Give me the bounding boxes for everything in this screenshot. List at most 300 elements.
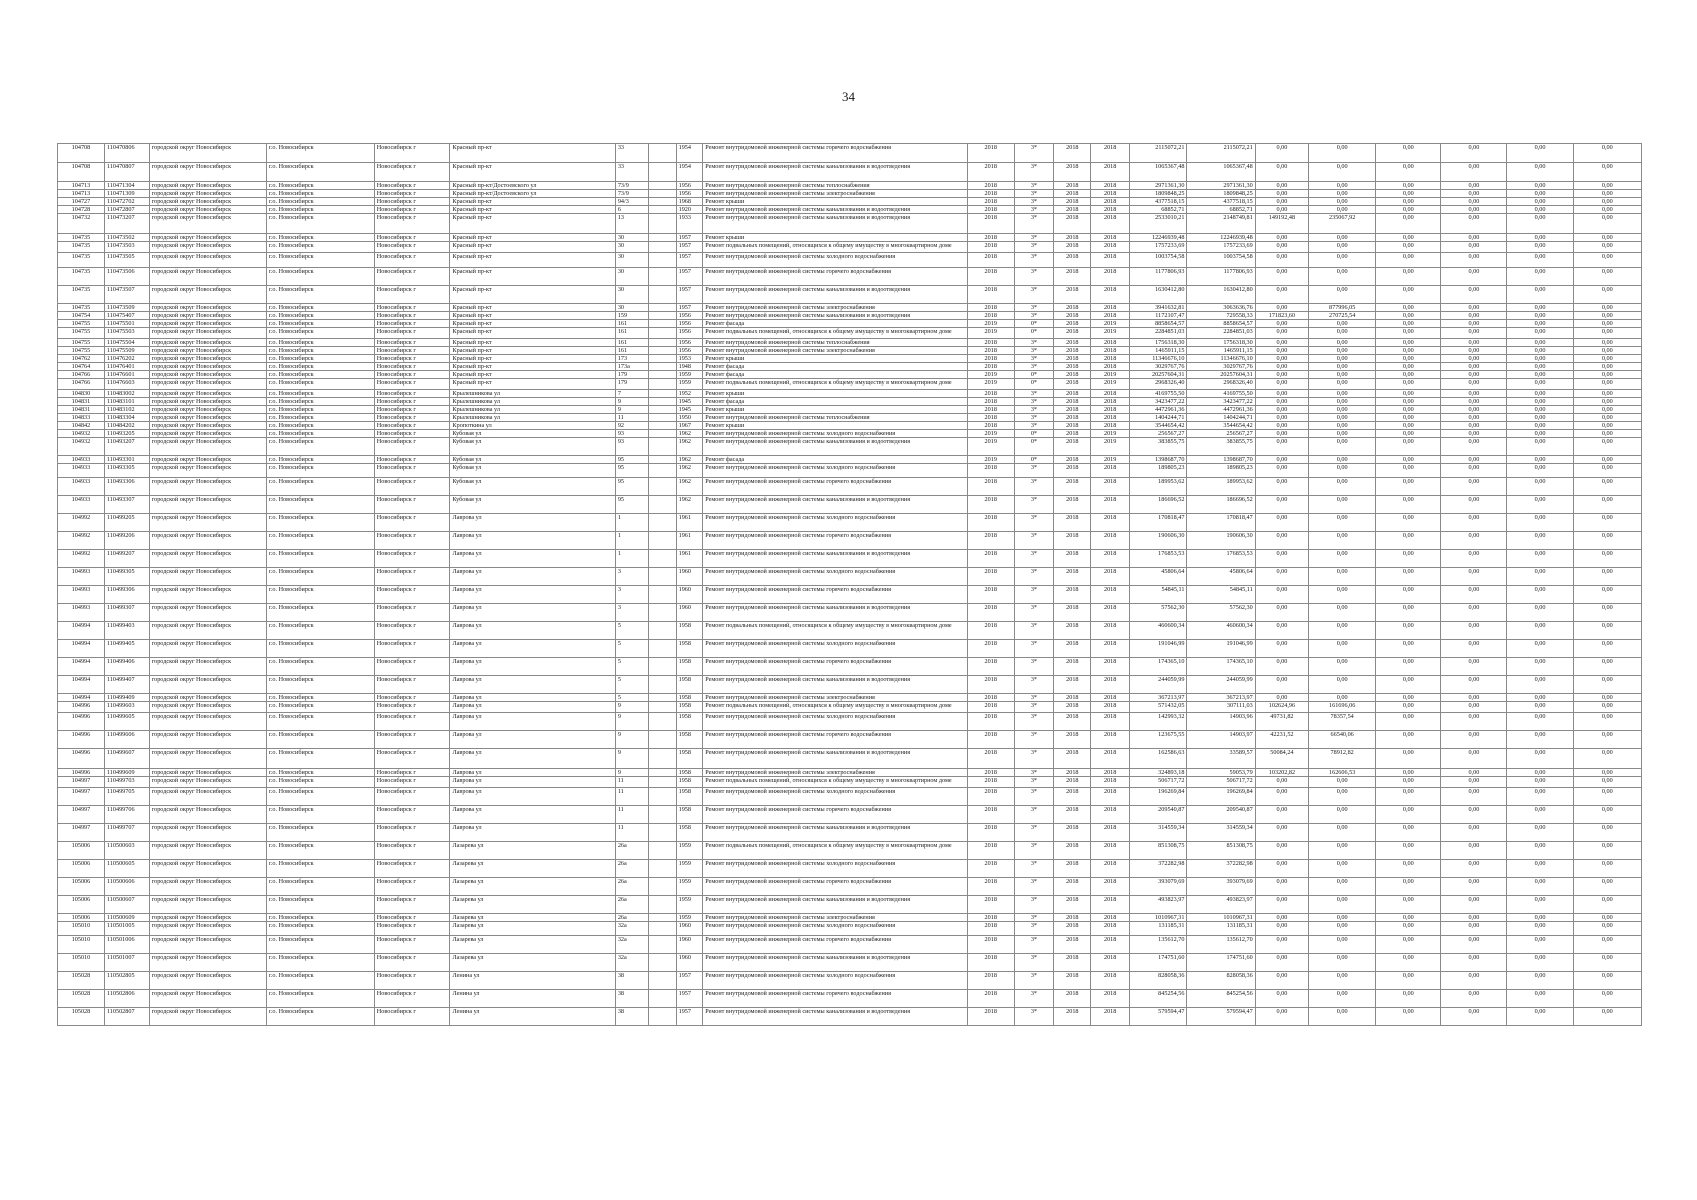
cell-street: Лаврова ул (450, 713, 615, 731)
cell-owner-cost-1: 103202,82 (1255, 769, 1308, 777)
cell-city-district: г.о. Новосибирск (267, 339, 375, 347)
cell-building (648, 702, 676, 713)
cell-work-type: Ремонт фасада (703, 371, 968, 379)
cell-other-4: 0,00 (1573, 749, 1641, 769)
cell-other-2: 0,00 (1441, 430, 1507, 438)
cell-fund-cost: 2971361,30 (1187, 182, 1255, 190)
cell-building (648, 206, 676, 214)
cell-criteria: 3* (1014, 749, 1053, 769)
cell-code: 110499409 (104, 694, 149, 702)
cell-owner-cost-2: 0,00 (1309, 622, 1376, 640)
cell-municipality: городской округ Новосибирск (149, 182, 266, 190)
cell-owner-cost-1: 0,00 (1255, 328, 1308, 339)
cell-other-1: 0,00 (1376, 371, 1441, 379)
cell-other-4: 0,00 (1573, 604, 1641, 622)
cell-municipality: городской округ Новосибирск (149, 456, 266, 464)
cell-work-type: Ремонт внутридомовой инженерной системы холодного водоснабжения (703, 922, 968, 936)
cell-id: 105006 (58, 896, 105, 914)
cell-end-year: 2018 (1091, 568, 1129, 586)
cell-id: 104735 (58, 242, 105, 253)
cell-start-year: 2018 (1054, 390, 1091, 398)
cell-fund-cost: 1398687,70 (1187, 456, 1255, 464)
cell-fund-cost: 845254,56 (1187, 990, 1255, 1008)
cell-work-type: Ремонт внутридомовой инженерной системы горячего водоснабжения (703, 878, 968, 896)
cell-other-2: 0,00 (1441, 398, 1507, 406)
cell-work-type: Ремонт внутридомовой инженерной системы канализования и водоотведения (703, 824, 968, 842)
cell-settlement: Новосибирск г (374, 328, 450, 339)
cell-city-district: г.о. Новосибирск (267, 550, 375, 568)
cell-plan-year: 2019 (967, 430, 1014, 438)
cell-house: 26а (615, 878, 648, 896)
cell-other-2: 0,00 (1441, 339, 1507, 347)
table-row (58, 242, 1642, 253)
cell-criteria: 3* (1014, 622, 1053, 640)
cell-other-4: 0,00 (1573, 371, 1641, 379)
cell-settlement: Новосибирск г (374, 312, 450, 320)
cell-municipality: городской округ Новосибирск (149, 694, 266, 702)
cell-municipality: городской округ Новосибирск (149, 777, 266, 788)
cell-municipality: городской округ Новосибирск (149, 328, 266, 339)
cell-settlement: Новосибирск г (374, 990, 450, 1008)
cell-fund-cost: 45806,64 (1187, 568, 1255, 586)
cell-other-3: 0,00 (1507, 713, 1573, 731)
cell-work-type: Ремонт внутридомовой инженерной системы электроснабжения (703, 694, 968, 702)
cell-other-2: 0,00 (1441, 604, 1507, 622)
cell-other-1: 0,00 (1376, 694, 1441, 702)
cell-work-type: Ремонт подвальных помещений, относящихся к общему имуществу в многоквартирном доме (703, 842, 968, 860)
cell-plan-year: 2018 (967, 198, 1014, 206)
cell-settlement: Новосибирск г (374, 842, 450, 860)
cell-building (648, 914, 676, 922)
cell-city-district: г.о. Новосибирск (267, 878, 375, 896)
cell-house: 11 (615, 777, 648, 788)
cell-fund-cost: 307111,03 (1187, 702, 1255, 713)
cell-street: Лаврова ул (450, 731, 615, 749)
cell-owner-cost-2: 161696,06 (1309, 702, 1376, 713)
cell-end-year: 2018 (1091, 464, 1129, 478)
cell-other-2: 0,00 (1441, 713, 1507, 731)
cell-start-year: 2018 (1054, 777, 1091, 788)
cell-owner-cost-2: 0,00 (1309, 363, 1376, 371)
cell-owner-cost-2: 0,00 (1309, 478, 1376, 496)
cell-municipality: городской округ Новосибирск (149, 347, 266, 355)
cell-owner-cost-2: 0,00 (1309, 430, 1376, 438)
cell-owner-cost-2: 0,00 (1309, 842, 1376, 860)
cell-total-cost: 506717,72 (1129, 777, 1187, 788)
cell-criteria: 3* (1014, 769, 1053, 777)
cell-owner-cost-2: 0,00 (1309, 355, 1376, 363)
cell-code: 110499607 (104, 749, 149, 769)
cell-total-cost: 4169755,50 (1129, 390, 1187, 398)
cell-start-year: 2018 (1054, 234, 1091, 242)
cell-owner-cost-2: 0,00 (1309, 936, 1376, 954)
cell-work-type: Ремонт внутридомовой инженерной системы канализования и водоотведения (703, 676, 968, 694)
cell-id: 104933 (58, 464, 105, 478)
cell-settlement: Новосибирск г (374, 788, 450, 806)
cell-code: 110476202 (104, 355, 149, 363)
cell-building (648, 496, 676, 514)
cell-plan-year: 2018 (967, 268, 1014, 286)
cell-id: 104993 (58, 604, 105, 622)
table-row (58, 371, 1642, 379)
cell-other-2: 0,00 (1441, 182, 1507, 190)
cell-work-type: Ремонт внутридомовой инженерной системы электроснабжения (703, 769, 968, 777)
cell-end-year: 2018 (1091, 749, 1129, 769)
cell-building (648, 286, 676, 304)
cell-owner-cost-1: 0,00 (1255, 788, 1308, 806)
cell-building (648, 622, 676, 640)
cell-year-built: 1959 (676, 896, 703, 914)
cell-settlement: Новосибирск г (374, 658, 450, 676)
cell-fund-cost: 209540,87 (1187, 806, 1255, 824)
cell-criteria: 3* (1014, 731, 1053, 749)
cell-start-year: 2018 (1054, 398, 1091, 406)
cell-settlement: Новосибирск г (374, 568, 450, 586)
cell-settlement: Новосибирск г (374, 304, 450, 312)
cell-owner-cost-1: 0,00 (1255, 972, 1308, 990)
table-row (58, 824, 1642, 842)
cell-work-type: Ремонт внутридомовой инженерной системы холодного водоснабжения (703, 514, 968, 532)
cell-other-3: 0,00 (1507, 430, 1573, 438)
cell-owner-cost-1: 0,00 (1255, 304, 1308, 312)
cell-code: 110499606 (104, 731, 149, 749)
cell-other-4: 0,00 (1573, 438, 1641, 456)
cell-municipality: городской округ Новосибирск (149, 390, 266, 398)
cell-code: 110471304 (104, 182, 149, 190)
cell-total-cost: 189805,23 (1129, 464, 1187, 478)
cell-end-year: 2018 (1091, 954, 1129, 972)
cell-plan-year: 2018 (967, 568, 1014, 586)
cell-code: 110502805 (104, 972, 149, 990)
cell-other-2: 0,00 (1441, 214, 1507, 234)
cell-total-cost: 1465911,15 (1129, 347, 1187, 355)
cell-start-year: 2018 (1054, 496, 1091, 514)
cell-other-3: 0,00 (1507, 788, 1573, 806)
cell-fund-cost: 170818,47 (1187, 514, 1255, 532)
cell-start-year: 2018 (1054, 550, 1091, 568)
cell-plan-year: 2018 (967, 339, 1014, 347)
cell-city-district: г.о. Новосибирск (267, 406, 375, 414)
cell-owner-cost-2: 0,00 (1309, 371, 1376, 379)
cell-owner-cost-2: 0,00 (1309, 190, 1376, 198)
cell-id: 104735 (58, 253, 105, 268)
cell-work-type: Ремонт внутридомовой инженерной системы канализования и водоотведения (703, 496, 968, 514)
cell-other-1: 0,00 (1376, 268, 1441, 286)
cell-fund-cost: 1630412,80 (1187, 286, 1255, 304)
cell-other-1: 0,00 (1376, 532, 1441, 550)
table-row (58, 390, 1642, 398)
cell-other-1: 0,00 (1376, 312, 1441, 320)
cell-start-year: 2018 (1054, 253, 1091, 268)
cell-municipality: городской округ Новосибирск (149, 464, 266, 478)
cell-other-4: 0,00 (1573, 198, 1641, 206)
cell-other-3: 0,00 (1507, 694, 1573, 702)
cell-other-3: 0,00 (1507, 550, 1573, 568)
cell-year-built: 1956 (676, 328, 703, 339)
cell-fund-cost: 4472961,36 (1187, 406, 1255, 414)
cell-end-year: 2018 (1091, 914, 1129, 922)
cell-other-2: 0,00 (1441, 406, 1507, 414)
cell-municipality: городской округ Новосибирск (149, 749, 266, 769)
cell-criteria: 3* (1014, 496, 1053, 514)
cell-other-1: 0,00 (1376, 604, 1441, 622)
cell-other-2: 0,00 (1441, 954, 1507, 972)
cell-street: Кубовая ул (450, 430, 615, 438)
cell-other-3: 0,00 (1507, 339, 1573, 347)
cell-plan-year: 2018 (967, 206, 1014, 214)
cell-other-3: 0,00 (1507, 422, 1573, 430)
cell-year-built: 1959 (676, 878, 703, 896)
cell-other-2: 0,00 (1441, 320, 1507, 328)
cell-fund-cost: 1465911,15 (1187, 347, 1255, 355)
cell-other-4: 0,00 (1573, 320, 1641, 328)
cell-fund-cost: 828058,36 (1187, 972, 1255, 990)
table-row (58, 550, 1642, 568)
cell-total-cost: 174751,60 (1129, 954, 1187, 972)
cell-other-4: 0,00 (1573, 550, 1641, 568)
cell-other-3: 0,00 (1507, 347, 1573, 355)
cell-other-2: 0,00 (1441, 702, 1507, 713)
cell-street: Лаврова ул (450, 702, 615, 713)
cell-municipality: городской округ Новосибирск (149, 398, 266, 406)
cell-municipality: городской округ Новосибирск (149, 312, 266, 320)
table-row (58, 163, 1642, 182)
cell-owner-cost-2: 0,00 (1309, 640, 1376, 658)
cell-work-type: Ремонт внутридомовой инженерной системы канализования и водоотведения (703, 312, 968, 320)
cell-work-type: Ремонт внутридомовой инженерной системы горячего водоснабжения (703, 936, 968, 954)
cell-id: 104996 (58, 702, 105, 713)
cell-code: 110501005 (104, 922, 149, 936)
cell-other-4: 0,00 (1573, 456, 1641, 464)
table-row (58, 514, 1642, 532)
cell-city-district: г.о. Новосибирск (267, 144, 375, 163)
cell-total-cost: 196269,84 (1129, 788, 1187, 806)
cell-total-cost: 851308,75 (1129, 842, 1187, 860)
cell-plan-year: 2018 (967, 622, 1014, 640)
cell-municipality: городской округ Новосибирск (149, 731, 266, 749)
cell-end-year: 2018 (1091, 922, 1129, 936)
cell-id: 105010 (58, 936, 105, 954)
cell-criteria: 3* (1014, 713, 1053, 731)
cell-owner-cost-1: 0,00 (1255, 806, 1308, 824)
cell-total-cost: 1065367,48 (1129, 163, 1187, 182)
cell-other-1: 0,00 (1376, 922, 1441, 936)
table-row (58, 320, 1642, 328)
cell-street: Лаврова ул (450, 788, 615, 806)
table-row (58, 990, 1642, 1008)
cell-total-cost: 1172107,47 (1129, 312, 1187, 320)
cell-fund-cost: 189953,62 (1187, 478, 1255, 496)
cell-building (648, 860, 676, 878)
cell-code: 110499703 (104, 777, 149, 788)
cell-settlement: Новосибирск г (374, 914, 450, 922)
cell-other-1: 0,00 (1376, 190, 1441, 198)
cell-other-3: 0,00 (1507, 496, 1573, 514)
cell-owner-cost-1: 0,00 (1255, 914, 1308, 922)
cell-house: 1 (615, 532, 648, 550)
cell-owner-cost-2: 0,00 (1309, 954, 1376, 972)
cell-house: 38 (615, 1008, 648, 1026)
cell-id: 104755 (58, 339, 105, 347)
cell-other-2: 0,00 (1441, 242, 1507, 253)
cell-start-year: 2018 (1054, 896, 1091, 914)
cell-municipality: городской округ Новосибирск (149, 990, 266, 1008)
table-row (58, 694, 1642, 702)
cell-other-2: 0,00 (1441, 990, 1507, 1008)
table-row (58, 363, 1642, 371)
cell-house: 30 (615, 234, 648, 242)
cell-total-cost: 191046,99 (1129, 640, 1187, 658)
cell-other-2: 0,00 (1441, 731, 1507, 749)
cell-building (648, 922, 676, 936)
cell-fund-cost: 12246939,48 (1187, 234, 1255, 242)
cell-other-2: 0,00 (1441, 860, 1507, 878)
cell-code: 110500609 (104, 914, 149, 922)
cell-owner-cost-1: 0,00 (1255, 355, 1308, 363)
cell-criteria: 3* (1014, 694, 1053, 702)
cell-street: Лаврова ул (450, 806, 615, 824)
cell-work-type: Ремонт внутридомовой инженерной системы холодного водоснабжения (703, 788, 968, 806)
cell-total-cost: 2971361,30 (1129, 182, 1187, 190)
cell-municipality: городской округ Новосибирск (149, 320, 266, 328)
cell-plan-year: 2018 (967, 286, 1014, 304)
cell-id: 105010 (58, 922, 105, 936)
cell-building (648, 253, 676, 268)
cell-other-1: 0,00 (1376, 936, 1441, 954)
cell-code: 110499207 (104, 550, 149, 568)
cell-house: 32а (615, 936, 648, 954)
cell-work-type: Ремонт внутридомовой инженерной системы канализования и водоотведения (703, 550, 968, 568)
cell-start-year: 2018 (1054, 586, 1091, 604)
cell-owner-cost-1: 0,00 (1255, 379, 1308, 390)
cell-fund-cost: 174365,10 (1187, 658, 1255, 676)
cell-street: Красный пр-кт (450, 286, 615, 304)
cell-year-built: 1945 (676, 406, 703, 414)
cell-id: 104997 (58, 788, 105, 806)
cell-work-type: Ремонт внутридомовой инженерной системы канализования и водоотведения (703, 438, 968, 456)
cell-total-cost: 1010967,31 (1129, 914, 1187, 922)
cell-total-cost: 54845,11 (1129, 586, 1187, 604)
cell-work-type: Ремонт подвальных помещений, относящихся к общему имуществу в многоквартирном доме (703, 622, 968, 640)
cell-start-year: 2018 (1054, 312, 1091, 320)
cell-total-cost: 57562,30 (1129, 604, 1187, 622)
cell-street: Лазарева ул (450, 896, 615, 914)
cell-municipality: городской округ Новосибирск (149, 242, 266, 253)
cell-total-cost: 174365,10 (1129, 658, 1187, 676)
cell-criteria: 3* (1014, 586, 1053, 604)
cell-street: Кропоткина ул (450, 422, 615, 430)
cell-settlement: Новосибирск г (374, 640, 450, 658)
cell-city-district: г.о. Новосибирск (267, 622, 375, 640)
cell-other-2: 0,00 (1441, 586, 1507, 604)
cell-end-year: 2018 (1091, 182, 1129, 190)
cell-plan-year: 2018 (967, 253, 1014, 268)
cell-code: 110476601 (104, 371, 149, 379)
cell-street: Кубовая ул (450, 438, 615, 456)
cell-house: 26а (615, 842, 648, 860)
cell-id: 104994 (58, 694, 105, 702)
cell-start-year: 2018 (1054, 824, 1091, 842)
cell-end-year: 2018 (1091, 339, 1129, 347)
cell-other-2: 0,00 (1441, 234, 1507, 242)
cell-year-built: 1959 (676, 860, 703, 878)
table-row (58, 182, 1642, 190)
cell-end-year: 2018 (1091, 414, 1129, 422)
cell-other-2: 0,00 (1441, 371, 1507, 379)
cell-year-built: 1962 (676, 478, 703, 496)
cell-city-district: г.о. Новосибирск (267, 749, 375, 769)
cell-work-type: Ремонт крыши (703, 234, 968, 242)
cell-street: Крылешникова ул (450, 414, 615, 422)
cell-fund-cost: 1003754,58 (1187, 253, 1255, 268)
cell-year-built: 1958 (676, 713, 703, 731)
cell-house: 5 (615, 658, 648, 676)
cell-code: 110499707 (104, 824, 149, 842)
cell-other-1: 0,00 (1376, 144, 1441, 163)
cell-city-district: г.о. Новосибирск (267, 922, 375, 936)
cell-building (648, 640, 676, 658)
cell-settlement: Новосибирск г (374, 824, 450, 842)
cell-fund-cost: 493823,97 (1187, 896, 1255, 914)
cell-street: Лаврова ул (450, 640, 615, 658)
cell-other-1: 0,00 (1376, 1008, 1441, 1026)
cell-code: 110501007 (104, 954, 149, 972)
cell-other-1: 0,00 (1376, 422, 1441, 430)
cell-owner-cost-1: 0,00 (1255, 532, 1308, 550)
cell-settlement: Новосибирск г (374, 414, 450, 422)
cell-city-district: г.о. Новосибирск (267, 320, 375, 328)
cell-city-district: г.о. Новосибирск (267, 456, 375, 464)
cell-house: 26а (615, 896, 648, 914)
cell-building (648, 514, 676, 532)
cell-building (648, 312, 676, 320)
cell-house: 9 (615, 731, 648, 749)
cell-plan-year: 2018 (967, 954, 1014, 972)
cell-settlement: Новосибирск г (374, 355, 450, 363)
cell-code: 110499405 (104, 640, 149, 658)
cell-criteria: 3* (1014, 422, 1053, 430)
cell-fund-cost: 506717,72 (1187, 777, 1255, 788)
cell-plan-year: 2018 (967, 496, 1014, 514)
cell-other-2: 0,00 (1441, 676, 1507, 694)
cell-year-built: 1958 (676, 622, 703, 640)
cell-municipality: городской округ Новосибирск (149, 339, 266, 347)
cell-other-4: 0,00 (1573, 878, 1641, 896)
cell-criteria: 3* (1014, 842, 1053, 860)
cell-work-type: Ремонт внутридомовой инженерной системы горячего водоснабжения (703, 532, 968, 550)
cell-end-year: 2018 (1091, 676, 1129, 694)
cell-fund-cost: 176853,53 (1187, 550, 1255, 568)
cell-owner-cost-1: 0,00 (1255, 604, 1308, 622)
cell-other-3: 0,00 (1507, 972, 1573, 990)
cell-work-type: Ремонт внутридомовой инженерной системы теплоснабжения (703, 182, 968, 190)
cell-start-year: 2018 (1054, 339, 1091, 347)
cell-owner-cost-2: 0,00 (1309, 414, 1376, 422)
cell-owner-cost-2: 0,00 (1309, 347, 1376, 355)
cell-city-district: г.о. Новосибирск (267, 860, 375, 878)
cell-owner-cost-1: 50084,24 (1255, 749, 1308, 769)
cell-building (648, 182, 676, 190)
cell-fund-cost: 372282,98 (1187, 860, 1255, 878)
cell-building (648, 713, 676, 731)
cell-street: Ленина ул (450, 972, 615, 990)
cell-code: 110499609 (104, 769, 149, 777)
cell-settlement: Новосибирск г (374, 253, 450, 268)
cell-year-built: 1958 (676, 788, 703, 806)
cell-building (648, 777, 676, 788)
cell-plan-year: 2018 (967, 824, 1014, 842)
cell-owner-cost-2: 877996,05 (1309, 304, 1376, 312)
